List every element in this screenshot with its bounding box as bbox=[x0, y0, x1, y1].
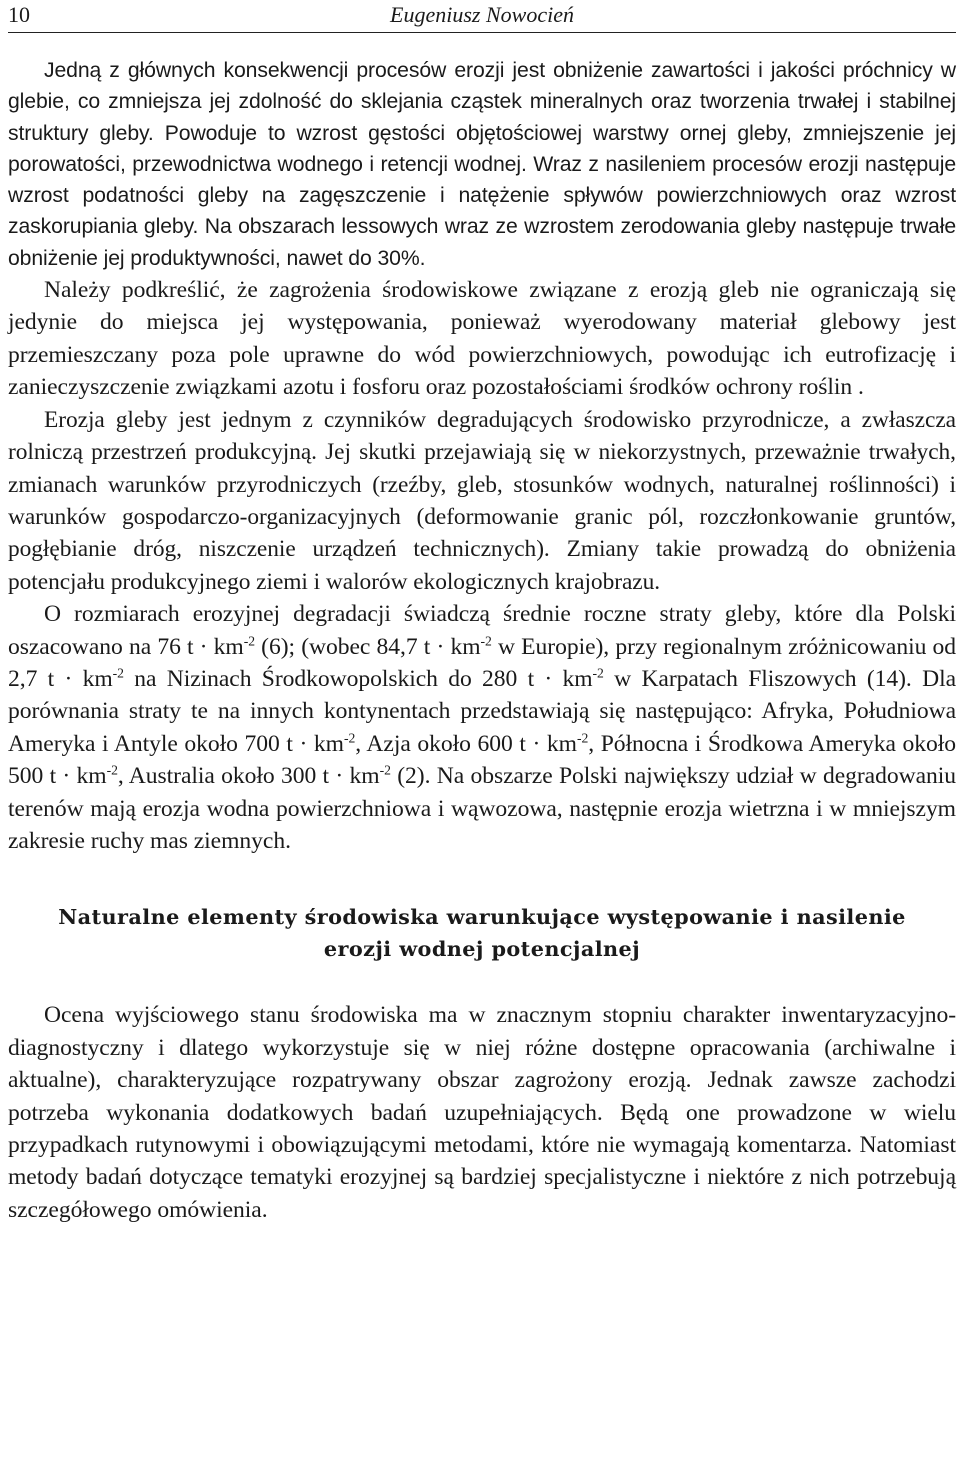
soil-loss-text-5: w Karpatach Fliszowych (14). Dla porównania straty te na innych kontynentach przedstawiają się następująco: Afryka, Południowa Ameryka i Antyle około 700 t · km bbox=[8, 665, 957, 757]
running-header-author: Eugeniusz Nowocień bbox=[390, 2, 574, 27]
paragraph-erosion-consequences: Jedną z głównych konsekwencji procesów erozji jest obniżenie zawartości i jakości próchnicy w glebie, co zmniejsza jej zdolność do sklejania cząstek mineralnych oraz tworzenia trwałej i stabilnej struktury gleby. Powoduje to wzrost gęstości objętościowej warstwy ornej gleby, zmniejszenie jej porowatości, przewodnictwa wodnego i retencji wodnej. Wraz z nasileniem procesów erozji następuje wzrost podatności gleby na zagęszczenie i natężenie spływów powierzchniowych oraz wzrost zaskorupiania gleby. Na obszarach lessowych wraz ze wzrostem zerodowania gleby następuje trwałe obniżenie jej produktywności, nawet do 30%. bbox=[8, 59, 956, 270]
section-heading-line1: Naturalne elementy środowiska warunkujące występowanie i nasilenie bbox=[58, 904, 906, 930]
exponent: -2 bbox=[112, 665, 124, 681]
exponent: -2 bbox=[379, 762, 391, 778]
exponent: -2 bbox=[592, 665, 604, 681]
paragraph-initial-assessment-part1: Ocena wyjściowego stanu środowiska ma w znacznym stopniu charakter inwentaryzacyjno-diagnostyczny i dlatego wykorzystuje się w niej różne dostępne opracowania (archiwalne i aktualne), charakteryzujące rozpatrywany obszar zagrożony erozją. bbox=[8, 1002, 956, 1094]
document-page bbox=[8, 0, 956, 1457]
soil-loss-text-8: , Australia około 300 t · km bbox=[117, 763, 380, 790]
paragraph-initial-assessment bbox=[8, 999, 956, 1226]
body-text bbox=[8, 55, 956, 1226]
header-rule bbox=[8, 32, 956, 33]
exponent: -2 bbox=[480, 633, 492, 649]
soil-loss-text-7: , Północna i Środkowa Ameryka około 500 t · km bbox=[8, 730, 956, 790]
exponent: -2 bbox=[343, 730, 356, 746]
exponent: -2 bbox=[576, 730, 589, 746]
section-heading bbox=[28, 901, 936, 965]
soil-loss-text-9: (2). Na obszarze Polski największy udział w degradowaniu terenów mają erozja wodna powierzchniowa i wąwozowa, następnie erozja wietrzna i w mniejszym zakresie ruchy mas ziemnych. bbox=[8, 763, 957, 854]
paragraph-soil-loss-rates bbox=[8, 598, 956, 857]
soil-loss-text-6: , Azja około 600 t · km bbox=[355, 730, 577, 757]
soil-loss-text-4: na Nizinach Środkowopolskich do 280 t · km bbox=[123, 665, 593, 692]
section-heading-line2: erozji wodnej potencjalnej bbox=[323, 936, 641, 962]
paragraph-environmental-threats: Należy podkreślić, że zagrożenia środowiskowe związane z erozją gleb nie ograniczają się jedynie do miejsca jej występowania, ponieważ wyerodowany materiał glebowy jest przemieszczany poza pole uprawne do wód powierzchniowych, powodując ich eutrofizację i zanieczyszczenie związkami azotu i fosforu oraz pozostałościami środków ochrony roślin . bbox=[8, 277, 956, 401]
running-header bbox=[8, 0, 956, 32]
paragraph-initial-assessment-part2: Jednak zawsze zachodzi potrzeba wykonania dodatkowych badań uzupełniających. Będą one prowadzone w wielu przypadkach rutynowymi i obowiązującymi metodami, które nie wymagają komentarza. Natomiast metody badań dotyczące tematyki erozyjnej są bardziej specjalistyczne i niektóre z nich potrzebują szczegółowego omówienia. bbox=[8, 1067, 956, 1223]
soil-loss-text-3: w Europie), przy regionalnym zróżnicowaniu od 2,7 t · km bbox=[8, 633, 956, 692]
paragraph-erosion-degradation bbox=[8, 404, 956, 598]
exponent: -2 bbox=[106, 762, 118, 778]
paragraph-erosion-degradation-part2: Jej skutki przejawiają się w niekorzystnych, przeważnie trwałych, zmianach warunków przyrodniczych (rzeźby, gleb, stosunków wodnych, naturalnej roślinności) i warunków gospodarczo-organizacyjnych (deformowanie granic pól, rozczłonkowanie gruntów, pogłębianie dróg, niszczenie urządzeń technicznych). Zmiany takie prowadzą do obniżenia potencjału produkcyjnego ziemi i walorów ekologicznych krajobrazu. bbox=[8, 439, 956, 595]
soil-loss-text-2: (6); (wobec 84,7 t · km bbox=[255, 633, 481, 660]
exponent: -2 bbox=[243, 633, 255, 649]
paragraph-erosion-degradation-part1: Erozja gleby jest jednym z czynników degradujących środowisko przyrodnicze, a zwłaszcza rolniczą przestrzeń produkcyjną. bbox=[8, 406, 956, 466]
soil-loss-text-1: O rozmiarach erozyjnej degradacji świadczą średnie roczne straty gleby, które dla Polski oszacowano na 76 t · km bbox=[8, 601, 956, 660]
page-number: 10 bbox=[8, 2, 30, 27]
